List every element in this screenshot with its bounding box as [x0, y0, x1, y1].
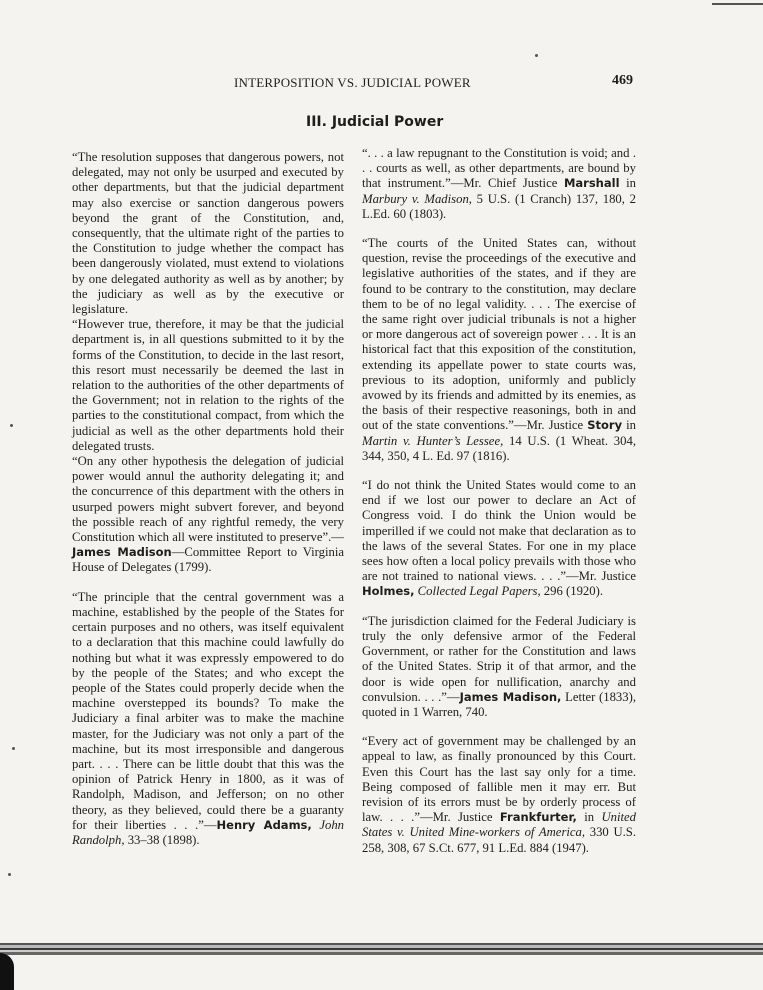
quote-text: “However true, therefore, it may be that the judicial department is, in all questions submitted to it by the forms of the Constitution, to decide in the last resort, this resort must necessarily be deemed the last in relation to the authorities of the other departments of the Government; not in relation to the rights of the parties to the constitutional compact, from which the judicial as well as the other departments hold their delegated trusts.: [72, 317, 344, 453]
quote-paragraph: [72, 150, 344, 317]
running-head: INTERPOSITION VS. JUDICIAL POWER: [234, 75, 471, 90]
case-name: Martin v. Hunter’s Lessee,: [362, 433, 504, 448]
quote-author: Story: [587, 418, 623, 433]
citation-text: 33–38 (1898).: [124, 832, 200, 847]
section-title: III. Judicial Power: [306, 114, 444, 130]
quote-paragraph: [362, 478, 636, 600]
quote-author: Henry Adams,: [216, 817, 312, 832]
quote-text: “The resolution supposes that dangerous powers, not delegated, may not only be usurped and executed by other departments, but that the judicial department may also exercise or sanction dangerous powers beyond the grant of the Constitution, and, consequently, that the ultimate right of the parties to the Constitution to judge whether the compact has been dangerously violated, must extend to violations by one delegated authority as well as by another; by the judiciary as well as by the executive or legislature.: [72, 150, 344, 317]
quote-paragraph: [72, 590, 344, 848]
quote-text: “Every act of government may be challenged by an appeal to law, as finally pronounced by this Court. Even this Court has the last say only for a time. Being composed of fallible men it may err. But revision of its errors must be by orderly process of law. . . .”—Mr. Justice: [362, 734, 636, 825]
scan-corner-shadow: [0, 953, 14, 990]
citation-text: 330 U.S. 258, 308, 67 S.Ct. 677, 91 L.Ed. 884 (1947).: [362, 825, 637, 855]
quote-paragraph: [362, 734, 636, 856]
quote-author: James Madison,: [459, 689, 562, 704]
citation-text: in: [619, 176, 637, 191]
quote-author: Holmes,: [362, 584, 415, 599]
right-column: [362, 146, 636, 870]
quote-paragraph: [72, 317, 344, 454]
citation-text: —Committee Report to Virginia House of Delegates (1799).: [72, 545, 345, 575]
citation-work: John Randolph,: [72, 817, 345, 847]
quote-paragraph: [362, 614, 636, 720]
citation-text: Letter (1833), quoted in 1 Warren, 740.: [362, 689, 636, 719]
case-name: United States v. United Mine-workers of America,: [362, 810, 637, 840]
left-column: [72, 150, 344, 862]
citation-text: in: [622, 418, 637, 433]
quote-paragraph: [362, 236, 636, 464]
citation-text: 5 U.S. (1 Cranch) 137, 180, 2 L.Ed. 60 (1803).: [362, 191, 637, 221]
citation-text: in: [576, 810, 602, 825]
scan-speck: [10, 424, 13, 427]
quote-author: James Madison: [72, 545, 172, 560]
quote-paragraph: [72, 454, 344, 576]
quote-text: “On any other hypothesis the delegation of judicial power would annul the authority delegating it; and the concurrence of this department with the others in usurped powers might subvert forever, and beyond the possible reach of any rightful remedy, the very Constitution which all were instituted to preserve”.—: [72, 454, 344, 545]
quote-text: “. . . a law repugnant to the Constitution is void; and . . . courts as well, as other departments, are bound by that instrument.”—Mr. Chief Justice: [362, 146, 636, 191]
scan-speck: [12, 747, 15, 750]
quote-text: “I do not think the United States would come to an end if we lost our power to declare an Act of Congress void. I do think the Union would be imperilled if we could not make that declaration as to the laws of the several States. For one in my place sees how often a local policy prevails with those who are not trained to national views. . . .”—Mr. Justice: [362, 478, 636, 584]
page-number: 469: [612, 73, 633, 88]
quote-text: “The principle that the central government was a machine, established by the people of the States for certain purposes and no others, was itself equivalent to a declaration that this machine could lawfully do nothing but what it was expressly empowered to do by the people of the States; and who except the people of the States could properly decide when the machine overstepped its bounds? To make the Judiciary a final arbiter was to make the machine master, for the Judiciary was not only a part of the machine, but its most irresponsible and dangerous part. . . . There can be little doubt that this was the opinion of Patrick Henry in 1800, as it was of Randolph, Madison, and Jefferson; on no other theory, as they believed, could there be a guaranty for their liberties . . .”—: [72, 589, 344, 832]
case-name: Marbury v. Madison,: [362, 191, 472, 206]
scan-speck: [535, 54, 538, 57]
quote-author: Marshall: [563, 176, 620, 191]
scan-speck: [8, 873, 11, 876]
quote-author: Frankfurter,: [499, 810, 577, 825]
scan-edge-line: [712, 3, 763, 5]
citation-text: 14 U.S. (1 Wheat. 304, 344, 350, 4 L. Ed. 97 (1816).: [362, 433, 636, 463]
quote-paragraph: [362, 146, 636, 222]
citation-text: 296 (1920).: [540, 584, 603, 599]
citation-work: Collected Legal Papers,: [417, 584, 541, 599]
quote-text: “The jurisdiction claimed for the Federal Judiciary is truly the only defensive armor of the Federal Government, or rather for the Constitution and laws of the United States. Strip it of that armor, and the door is wide open for nullification, anarchy and convulsion. . . .”—: [362, 613, 636, 704]
scan-bottom-bar: [0, 943, 763, 955]
quote-text: “The courts of the United States can, without question, revise the proceedings of the executive and legislative authorities of the states, and if they are found to be contrary to the constitution, may declare them to be of no legal validity. . . . The exercise of the same right over judicial tribunals is not a higher or more dangerous act of sovereign power . . . It is an historical fact that this exposition of the constitution, extending its appellate power to state courts was, previous to its adoption, uniformly and publicly avowed by its friends and admitted by its enemies, as the basis of their respective reasonings, both in and out of the state conventions.”—Mr. Justice: [362, 236, 636, 433]
